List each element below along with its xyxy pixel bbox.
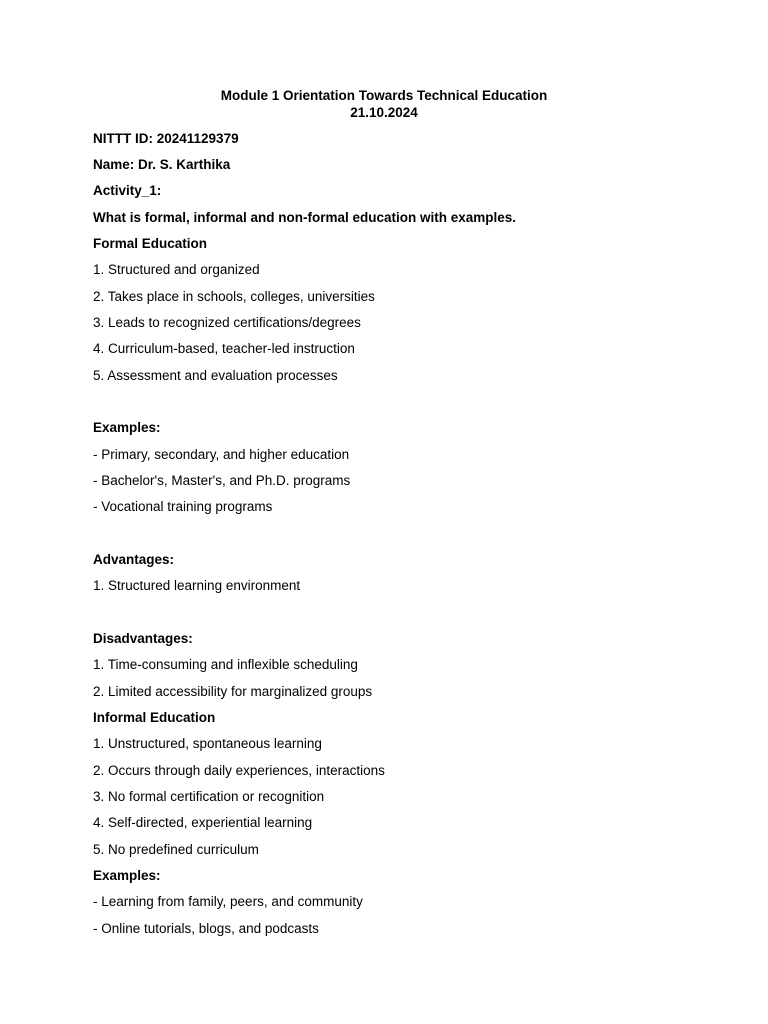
disadvantage-item: 1. Time-consuming and inflexible scheduling [93,657,358,672]
document-header [0,87,768,121]
informal-heading: Informal Education [93,710,216,725]
disadvantage-item: 2. Limited accessibility for marginalized groups [93,684,373,699]
informal-point: 1. Unstructured, spontaneous learning [93,736,322,751]
formal-heading: Formal Education [93,236,208,251]
activity-label: Activity_1: [93,183,162,198]
informal-point: 3. No formal certification or recognition [93,789,325,804]
disadvantages-heading: Disadvantages: [93,631,193,646]
informal-example: - Learning from family, peers, and community [93,894,363,909]
advantages-heading: Advantages: [93,552,175,567]
advantage-item: 1. Structured learning environment [93,578,301,593]
informal-example: - Online tutorials, blogs, and podcasts [93,921,319,936]
informal-examples-heading: Examples: [93,868,161,883]
informal-point: 2. Occurs through daily experiences, interactions [93,763,385,778]
document-date: 21.10.2024 [350,105,418,120]
formal-point: 4. Curriculum-based, teacher-led instruction [93,341,355,356]
activity-question: What is formal, informal and non-formal education with examples. [93,210,517,225]
formal-example: - Primary, secondary, and higher education [93,447,350,462]
formal-point: 3. Leads to recognized certifications/degrees [93,315,361,330]
formal-point: 5. Assessment and evaluation processes [93,368,338,383]
formal-examples-heading: Examples: [93,420,161,435]
formal-example: - Bachelor's, Master's, and Ph.D. programs [93,473,351,488]
informal-point: 5. No predefined curriculum [93,842,259,857]
informal-point: 4. Self-directed, experiential learning [93,815,313,830]
nittt-id: NITTT ID: 20241129379 [93,131,239,146]
formal-point: 2. Takes place in schools, colleges, universities [93,289,375,304]
document-title: Module 1 Orientation Towards Technical Education [220,88,548,103]
formal-point: 1. Structured and organized [93,262,260,277]
formal-example: - Vocational training programs [93,499,273,514]
author-name: Name: Dr. S. Karthika [93,157,231,172]
